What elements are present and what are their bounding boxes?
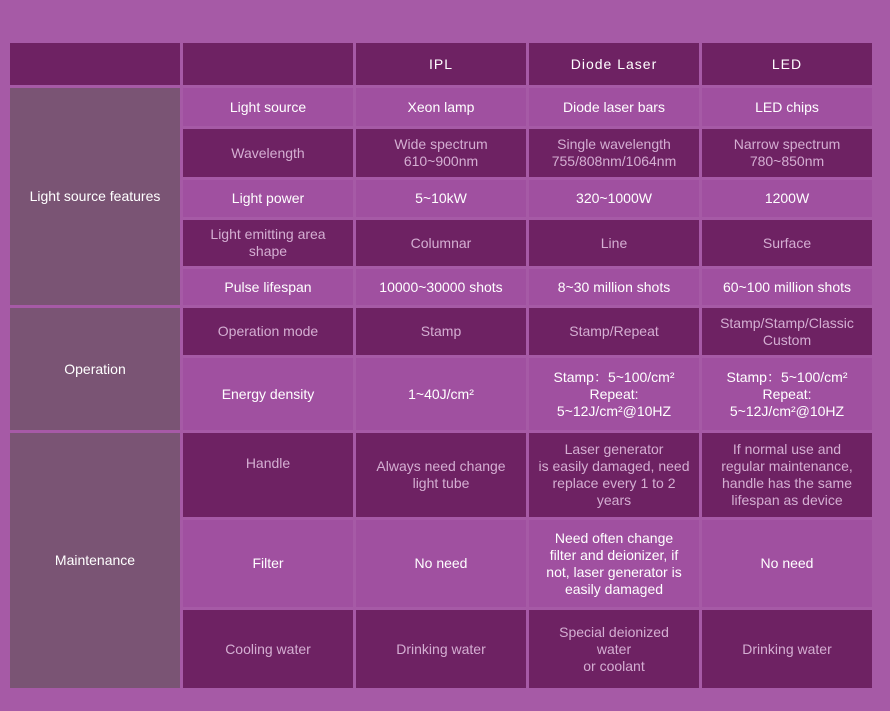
cell-led-operation-mode: Stamp/Stamp/Classic Custom — [702, 308, 872, 355]
category-light-source-features: Light source features — [10, 88, 180, 305]
cell-diode-pulse-lifespan: 8~30 million shots — [529, 269, 699, 305]
cell-ipl-pulse-lifespan: 10000~30000 shots — [356, 269, 526, 305]
cell-led-energy-density: Stamp：5~100/cm² Repeat: 5~12J/cm²@10HZ — [702, 358, 872, 430]
cell-led-light-source: LED chips — [702, 88, 872, 126]
cell-diode-energy-density: Stamp：5~100/cm² Repeat: 5~12J/cm²@10HZ — [529, 358, 699, 430]
cell-led-light-power: 1200W — [702, 180, 872, 217]
cell-diode-emitting-area: Line — [529, 220, 699, 266]
row-label-operation-mode: Operation mode — [183, 308, 353, 355]
cell-ipl-handle: Always need change light tube — [356, 433, 526, 517]
row-label-handle: Handle — [183, 433, 353, 517]
cell-diode-cooling-water: Special deionized water or coolant — [529, 610, 699, 688]
cell-ipl-energy-density: 1~40J/cm² — [356, 358, 526, 430]
cell-led-emitting-area: Surface — [702, 220, 872, 266]
header-empty-cell — [10, 43, 180, 85]
cell-diode-light-power: 320~1000W — [529, 180, 699, 217]
cell-diode-light-source: Diode laser bars — [529, 88, 699, 126]
row-label-filter: Filter — [183, 520, 353, 607]
cell-diode-operation-mode: Stamp/Repeat — [529, 308, 699, 355]
category-operation: Operation — [10, 308, 180, 430]
header-empty-cell-2 — [183, 43, 353, 85]
comparison-table — [10, 43, 872, 689]
top-strip — [0, 0, 890, 14]
row-label-pulse-lifespan: Pulse lifespan — [183, 269, 353, 305]
header-diode-laser: Diode Laser — [529, 43, 699, 85]
cell-diode-handle: Laser generator is easily damaged, need replace every 1 to 2 years — [529, 433, 699, 517]
header-led: LED — [702, 43, 872, 85]
cell-led-pulse-lifespan: 60~100 million shots — [702, 269, 872, 305]
cell-ipl-light-power: 5~10kW — [356, 180, 526, 217]
row-label-wavelength: Wavelength — [183, 129, 353, 177]
cell-led-handle: If normal use and regular maintenance, handle has the same lifespan as device — [702, 433, 872, 517]
header-ipl: IPL — [356, 43, 526, 85]
row-label-light-source: Light source — [183, 88, 353, 126]
cell-diode-filter: Need often change filter and deionizer, if not, laser generator is easily damaged — [529, 520, 699, 607]
cell-led-wavelength: Narrow spectrum 780~850nm — [702, 129, 872, 177]
cell-led-cooling-water: Drinking water — [702, 610, 872, 688]
cell-ipl-filter: No need — [356, 520, 526, 607]
cell-ipl-emitting-area: Columnar — [356, 220, 526, 266]
cell-led-filter: No need — [702, 520, 872, 607]
row-label-energy-density: Energy density — [183, 358, 353, 430]
cell-ipl-light-source: Xeon lamp — [356, 88, 526, 126]
category-maintenance: Maintenance — [10, 433, 180, 688]
cell-ipl-cooling-water: Drinking water — [356, 610, 526, 688]
cell-diode-wavelength: Single wavelength 755/808nm/1064nm — [529, 129, 699, 177]
cell-ipl-wavelength: Wide spectrum 610~900nm — [356, 129, 526, 177]
row-label-emitting-area: Light emitting area shape — [183, 220, 353, 266]
row-label-light-power: Light power — [183, 180, 353, 217]
row-label-cooling-water: Cooling water — [183, 610, 353, 688]
cell-ipl-operation-mode: Stamp — [356, 308, 526, 355]
